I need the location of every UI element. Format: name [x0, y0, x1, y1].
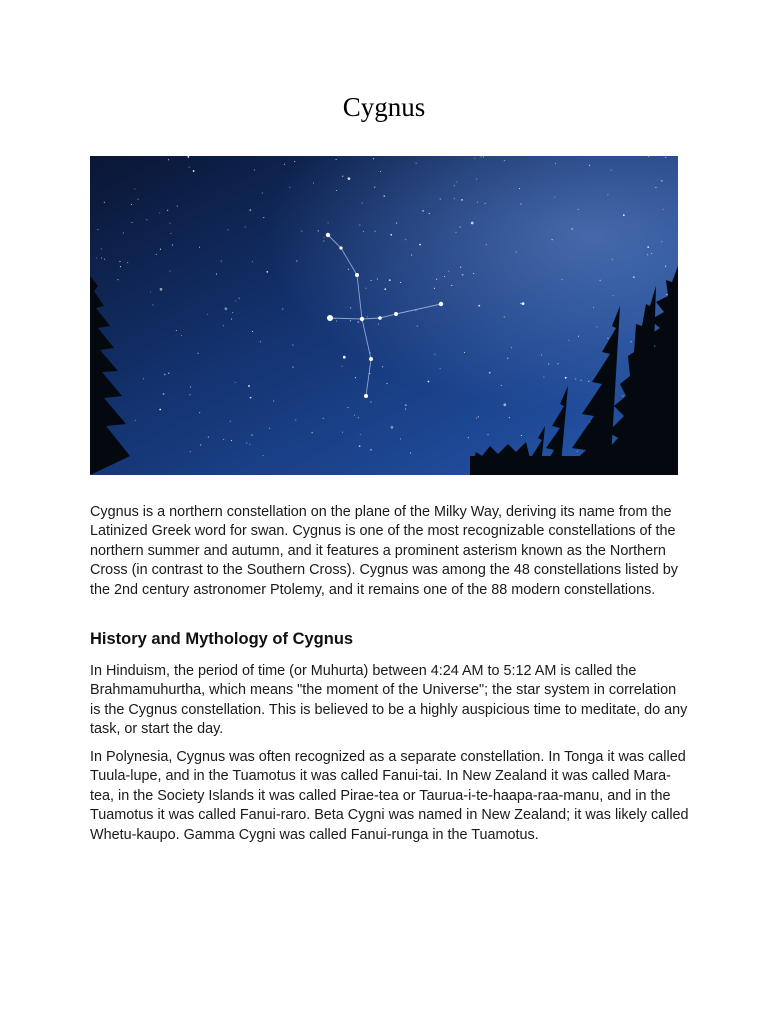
background-star [476, 178, 477, 179]
background-star [342, 176, 343, 177]
background-star [504, 316, 505, 317]
background-star [507, 358, 508, 359]
background-star [633, 276, 635, 278]
background-star [230, 421, 231, 422]
background-star [223, 439, 224, 440]
background-star [647, 246, 649, 248]
background-star [152, 304, 153, 305]
background-star [164, 374, 166, 376]
background-star [503, 403, 506, 406]
background-star [578, 336, 579, 337]
background-star [232, 312, 233, 313]
background-star [156, 254, 157, 255]
background-star [487, 434, 488, 435]
background-star [607, 338, 608, 339]
background-star [282, 309, 283, 310]
background-star [365, 288, 366, 289]
background-star [373, 158, 374, 159]
background-star [354, 415, 355, 416]
background-star [169, 223, 170, 224]
background-star [486, 244, 487, 245]
background-star [509, 417, 510, 418]
background-star [269, 428, 270, 429]
background-star [363, 231, 364, 232]
background-star [252, 331, 253, 332]
background-star [405, 404, 407, 406]
background-star [167, 210, 168, 211]
background-star [386, 383, 387, 384]
background-star [400, 438, 401, 439]
background-star [189, 167, 190, 168]
background-star [581, 380, 582, 381]
background-star [216, 274, 217, 275]
background-star [557, 363, 558, 364]
background-star [159, 409, 161, 411]
background-star [207, 314, 208, 315]
background-star [350, 320, 351, 321]
background-star [460, 227, 461, 228]
background-star [410, 452, 411, 453]
background-star [396, 223, 397, 224]
background-star [97, 229, 98, 230]
background-star [428, 381, 430, 383]
background-star [235, 382, 236, 383]
background-star [342, 432, 343, 433]
background-star [651, 253, 652, 254]
background-star [199, 247, 200, 248]
background-star [101, 257, 102, 258]
background-star [436, 279, 437, 280]
background-star [485, 203, 486, 204]
background-star [464, 352, 465, 353]
background-star [360, 434, 361, 435]
background-star [648, 156, 649, 157]
background-star [661, 180, 663, 182]
background-star [358, 417, 359, 418]
background-star [588, 381, 589, 382]
background-star [380, 171, 381, 172]
background-star [312, 432, 313, 433]
background-star [390, 234, 392, 236]
background-star [301, 231, 302, 232]
background-star [251, 435, 252, 436]
background-star [172, 245, 173, 246]
background-star [461, 199, 463, 201]
background-star [481, 156, 482, 157]
background-star [454, 198, 455, 199]
background-star [127, 262, 128, 263]
background-star [511, 347, 512, 348]
background-star [292, 367, 293, 368]
background-star [429, 213, 430, 214]
background-star [284, 164, 285, 165]
background-star [221, 261, 222, 262]
background-star [200, 444, 201, 445]
background-star [347, 407, 348, 408]
background-star [168, 159, 169, 160]
background-star [456, 181, 457, 182]
background-star [483, 156, 484, 157]
background-star [476, 418, 477, 419]
background-star [478, 416, 479, 417]
background-star [415, 310, 416, 311]
background-star [460, 267, 461, 268]
background-star [575, 378, 576, 379]
background-star [245, 226, 246, 227]
background-star [246, 442, 247, 443]
intro-paragraph: Cygnus is a northern constellation on the plane of the Milky Way, deriving its name from the Latinized Greek word for swan. Cygnus is one of the most recognizable constellations of the northern summer and autumn, and it features a prominent asterism known as the Northern Cross (in contrast to the Southern Cross). Cygnus was among the 48 constellations listed by the 2nd century astronomer Ptolemy, and it remains one of the 88 modern constellations. [90, 504, 678, 598]
background-star [146, 219, 147, 220]
background-star [462, 274, 464, 276]
background-star [471, 222, 474, 225]
background-star [434, 354, 435, 355]
page-title: Cygnus [342, 92, 426, 122]
background-star [522, 302, 525, 305]
background-star [313, 183, 314, 184]
background-star [137, 199, 138, 200]
background-star [350, 307, 351, 308]
background-star [223, 325, 224, 326]
background-star [225, 307, 228, 310]
background-star [455, 232, 456, 233]
background-star [613, 295, 614, 296]
background-star [104, 202, 105, 203]
background-star [631, 341, 632, 342]
background-star [249, 209, 251, 211]
background-star [520, 204, 521, 205]
background-star [96, 258, 97, 259]
background-star [199, 412, 200, 413]
background-star [416, 163, 417, 164]
background-star [367, 316, 368, 317]
background-star [292, 345, 293, 346]
background-star [520, 303, 521, 304]
background-star [389, 279, 391, 281]
background-star [444, 276, 445, 277]
background-star [231, 440, 232, 441]
background-star [208, 437, 209, 438]
background-star [405, 239, 406, 240]
background-star [134, 188, 135, 189]
background-star [336, 190, 337, 191]
background-star [294, 161, 295, 162]
section-heading: History and Mythology of Cygnus [90, 630, 354, 648]
background-star [473, 273, 474, 274]
background-star [150, 291, 151, 292]
background-star [489, 372, 491, 374]
background-star [266, 271, 268, 273]
background-star [273, 401, 274, 402]
background-star [400, 282, 401, 283]
background-star [541, 354, 542, 355]
background-star [474, 158, 475, 159]
background-star [323, 237, 324, 238]
background-star [555, 163, 556, 164]
hinduism-paragraph: In Hinduism, the period of time (or Muhurta) between 4:24 AM to 5:12 AM is called the Brahmamuhurtha, which means "the moment of the Universe"; the star system in correlation is the Cygnus constellation. This is believed to be a highly auspicious time to meditate, do any task, or start the day. [90, 663, 688, 738]
background-star [374, 187, 375, 188]
background-star [263, 455, 264, 456]
background-star [504, 160, 505, 161]
background-star [554, 196, 555, 197]
background-star [198, 353, 199, 354]
background-star [131, 222, 132, 223]
background-star [378, 324, 379, 325]
background-star [578, 209, 579, 210]
background-star [477, 202, 478, 203]
background-star [348, 177, 351, 180]
background-star [355, 377, 356, 378]
background-star [104, 259, 105, 260]
background-star [181, 335, 182, 336]
background-star [170, 233, 171, 234]
background-star [370, 449, 372, 451]
background-star [143, 378, 144, 379]
background-star [519, 188, 520, 189]
background-star [382, 366, 383, 367]
background-star [501, 385, 502, 386]
background-star [342, 366, 343, 367]
background-star [607, 194, 608, 195]
background-star [289, 187, 290, 188]
background-star [417, 326, 418, 327]
background-star [296, 260, 297, 261]
background-star [260, 341, 261, 342]
background-star [596, 326, 597, 327]
background-star [169, 270, 170, 271]
background-star [622, 396, 623, 397]
background-star [348, 269, 349, 270]
background-star [371, 280, 372, 281]
background-star [375, 231, 376, 232]
background-star [160, 249, 161, 250]
background-star [543, 376, 544, 377]
background-star [187, 156, 189, 158]
background-star [384, 288, 386, 290]
background-star [589, 165, 590, 166]
background-star [565, 377, 567, 379]
background-star [661, 241, 662, 242]
background-star [120, 266, 121, 267]
constellation-image [90, 156, 678, 475]
background-star [663, 209, 664, 210]
background-star [248, 385, 250, 387]
background-star [623, 214, 625, 216]
background-star [666, 294, 667, 295]
background-star [190, 386, 191, 387]
background-star [548, 363, 549, 364]
background-star [611, 170, 612, 171]
background-star [359, 224, 360, 225]
background-star [370, 401, 371, 402]
background-star [419, 244, 421, 246]
background-star [160, 288, 163, 291]
background-star [101, 248, 102, 249]
background-star [249, 444, 250, 445]
background-star [254, 169, 255, 170]
background-star [647, 254, 648, 255]
background-star [189, 394, 190, 395]
background-star [434, 288, 435, 289]
background-star [295, 420, 296, 421]
background-star [362, 202, 363, 203]
background-star [357, 321, 359, 323]
background-star [612, 259, 613, 260]
background-star [135, 420, 136, 421]
background-star [239, 298, 240, 299]
background-star [468, 437, 469, 438]
background-star [131, 204, 132, 205]
background-star [168, 373, 169, 374]
background-star [516, 251, 517, 252]
background-star [405, 409, 406, 410]
background-star [451, 285, 452, 286]
background-star [323, 418, 324, 419]
background-star [521, 435, 522, 436]
background-star [600, 280, 601, 281]
polynesia-paragraph: In Polynesia, Cygnus was often recognized as a separate constellation. In Tonga it was called Tuula-lupe, and in the Tuamotus it was called Fanui-tai. In New Zealand it was called Mara-tea, in the Society Islands it was called Pirae-tea or Taurua-i-te-haapa-raa-manu, and in the Tuamotus it was called Fanui-raro. Beta Cygni was named in New Zealand; it was likely called Whetu-kaupo. Gamma Cygni was called Fanui-runga in the Tuamotus. [90, 749, 689, 843]
background-star [665, 157, 666, 158]
background-star [359, 445, 361, 447]
background-star [119, 261, 120, 262]
background-star [336, 321, 337, 322]
background-star [377, 278, 378, 279]
background-star [561, 279, 562, 280]
background-star [227, 229, 228, 230]
background-star [231, 319, 232, 320]
background-star [323, 241, 324, 242]
background-star [593, 307, 594, 308]
background-star [655, 187, 656, 188]
background-star [123, 232, 124, 233]
background-star [391, 426, 394, 429]
background-star [343, 356, 346, 359]
background-star [328, 222, 329, 223]
background-star [577, 451, 578, 452]
background-star [252, 261, 253, 262]
background-star [263, 217, 264, 218]
background-star [440, 198, 441, 199]
background-star [448, 271, 449, 272]
background-star [478, 305, 480, 307]
background-star [318, 230, 319, 231]
background-star [262, 193, 263, 194]
background-star [177, 206, 178, 207]
background-star [440, 368, 441, 369]
background-star [568, 340, 569, 341]
background-star [336, 159, 337, 160]
background-star [159, 212, 160, 213]
background-star [250, 397, 252, 399]
background-star [117, 279, 118, 280]
background-star [571, 228, 573, 230]
background-star [411, 255, 412, 256]
background-star [383, 195, 385, 197]
background-star [193, 170, 195, 172]
background-star [176, 330, 177, 331]
background-star [190, 451, 191, 452]
background-star [163, 393, 165, 395]
background-star [422, 210, 424, 212]
background-star [552, 239, 553, 240]
background-star [454, 185, 455, 186]
background-star [665, 266, 666, 267]
background-star [235, 300, 236, 301]
